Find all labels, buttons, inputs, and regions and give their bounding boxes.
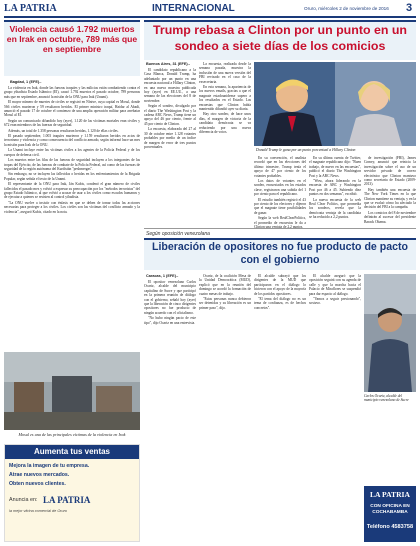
top-photo xyxy=(254,62,416,146)
second-dateline: Caracas, 1 (EFE).- xyxy=(146,274,179,278)
paragraph: El mayor número de muertes de civiles se registró en Nínive, cuya capital es Mosul, donde 566 civiles murieron y 59 resultaron heridos. El primer ministro iraquí, Haidar al Abadi, anunció el pasado 17 de octubre el comienzo de una amplia operación militar para arrebatar Mosul al EI. xyxy=(4,100,140,118)
left-article-body xyxy=(4,86,140,348)
paragraph: Los comicios del 8 de noviembre definirán al sucesor del presidente Barack Obama. xyxy=(364,210,416,224)
ad-logo: LA PATRIA xyxy=(43,495,91,505)
left-photo xyxy=(4,352,140,430)
second-col-2 xyxy=(199,274,251,542)
ad-line: Anuncia en: xyxy=(9,497,38,503)
header-rule xyxy=(4,16,416,18)
paragraph: La Unami incluye entre las víctimas civiles a los agentes de la Policía Federal y de los cuerpos de defensa civil. xyxy=(4,148,140,157)
paragraph: La nueva encuesta de la web Real Clear Politics, que promedia los sondeos, revela que la demócrata ventaja de la candidata se ha reducido a 2,2 puntos. xyxy=(309,197,361,220)
ad-logo: LA PATRIA xyxy=(369,490,410,499)
paragraph: Los muertos entre las filas de las fuerzas de seguridad incluyen a los integrantes de las tropas del Ejército, de las fuerzas de combate de la Policía Federal, así como de las fuerzas de seguridad de la región autónoma del Kurdistán "peshmergas". xyxy=(4,158,140,171)
second-kicker: Según oposición venezolana xyxy=(146,231,210,237)
ad-tagline: la mejor vitrina comercial de Oruro xyxy=(9,509,68,513)
top-col-1 xyxy=(144,68,196,224)
left-photo-caption: Mosul es una de las principales víctimas de la violencia en Irak xyxy=(18,432,126,437)
second-headline: Liberación de opositores no fue producto de pacto con el gobierno xyxy=(151,241,409,266)
paragraph: En esta semana, la apariencia de los nuevos emails, gracias a que el magnate estadounidense supero a los resultados en el Estado. Las encuestas que Clinton había mantenido difundió ayer su diaria. xyxy=(199,85,251,112)
left-ad xyxy=(4,444,140,542)
paragraph: "La ONU vuelve a insistir con énfasis en que se deben de tomar todas las acciones necesarias para proteger a los civiles. Los civiles son las víctimas del conflicto armado y la violencia", aseguró Kubis, citado en la nota. xyxy=(4,200,140,214)
top-photo-caption: Donald Trump le gana por un punto porcentual a Hillary Clinton xyxy=(256,148,356,152)
section-name: INTERNACIONAL xyxy=(152,3,235,14)
paragraph: El representante de la ONU para Irak, Ján Kubis, condenó el gran número de civiles fallecidos el pasado mes y volvió a expresar su preocupación por los "métodos terroristas" del grupo Estado Islámico, al que volvió a acusar de usar a los civiles como escudos humanos y de ejecutar a quienes se resisten al control yihadista. xyxy=(4,182,140,200)
paragraph: El alcalde subrayó que los dirigentes de la MUD que participaron en el diálogo lo hicieron con el apoyo de la mayoría de los partidos opositores. xyxy=(254,274,306,296)
top-col-4 xyxy=(309,156,361,224)
paragraph: En su convención, el analista recordó que en las elecciones del último trimestre, Trump tenía el apoyo de 47 por ciento de los votantes probables. xyxy=(254,156,306,178)
paragraph: Hay también una encuesta de The New York Times en la que Clinton mantiene su ventaja, y en la que se evaluó cómo ha afectado la decisión del FBI a la campaña. xyxy=(364,187,416,210)
page-number: 3 xyxy=(406,2,413,14)
paragraph: En su última cuenta de Twitter, el magnate republicano dijo: "Buen trabajo, de nuevo en las encuestas", publicó el diario The Washington Post y la ABC News. xyxy=(309,156,361,178)
paragraph: "Wow, ahora liderando en la encuesta de ABC y Washington Post por 46 a 45. Subiendo diez puntos en dos semanas", escribió. xyxy=(309,179,361,197)
paragraph: Hay otro sondeo, de hace unos días, el margen de victoria de la candidata demócrata se va reduciendo por una nueva diferencia de votos. xyxy=(199,112,251,135)
brand-logo: LA PATRIA xyxy=(4,3,57,14)
paragraph: El alcalde aseguró que la oposición seguirá con su agenda de calle y que la marcha hacia el Palacio de Miraflores se suspendió para dar espacio al diálogo. xyxy=(309,274,361,296)
top-col-3 xyxy=(254,156,306,224)
issue-date: Oruro, miércoles 2 de noviembre de 2016 xyxy=(304,6,389,11)
top-headline: Trump rebasa a Clinton por un punto en un sondeo a siete días de los comicios xyxy=(152,23,407,53)
top-dateline: Buenos Aires, 31 (EFE).- xyxy=(146,62,190,66)
second-col-3 xyxy=(254,274,306,542)
paragraph: Según el sondeo, divulgado por el diario The Washington Post y la cadena ABC News, Trump tiene un apoyo del 46 por ciento, frente al 45 por ciento de Clinton. xyxy=(144,104,196,126)
paragraph: El opositor venezolano Carlos Ocariz, alcalde del municipio capitalino de Sucre y que participó en la primera reunión de diálogo con el gobierno, señaló hoy (ayer) que la liberación de cinco dirigentes opositores no fue producto de ningún acuerdo con el oficialismo. xyxy=(144,280,196,315)
masthead xyxy=(4,3,416,15)
paragraph: Sin embargo, no se incluyen las fallecidas o heridas en los enfrentamientos de la Brigada Popular, según señala el texto de la Unami. xyxy=(4,172,140,181)
paragraph: Según la web RealClearPolitics, el promedio de encuestas le da a xyxy=(254,216,306,225)
paragraph: La encuesta, realizada desde la semana pasada, muestra la inclusión de una nueva versión del FBI revisado en el caso de la exsecretaria. xyxy=(199,62,251,84)
second-photo-caption: Carlos Ocariz, alcalde del municipio venezolano de Sucre xyxy=(364,394,409,403)
paragraph: de investigación (FBI), James Comey, anunció que reinicia la investigación sobre el uso de un servidor privado de correo electrónico que Clinton mantuvo como secretaria de Estado (2009-2013). xyxy=(364,156,416,187)
paragraph: "El tema del diálogo no es un tema de confianza, es de hechos concretos". xyxy=(254,297,306,310)
paragraph: El pasado septiembre, 1.003 iraquíes murieron y 1.159 resultaron heridos en actos de terrorismo y violencia y como consecuencia del conflicto armado, según informó hace un mes la misión para Irak de la ONU. xyxy=(4,134,140,147)
ad-line: Obten nuevos clientes. xyxy=(9,481,66,487)
ad-line: Atrae nuevos mercados. xyxy=(9,472,70,478)
top-col-2 xyxy=(199,62,251,224)
paragraph: Además, un total de 1.358 personas resultaron heridas, 1.120 de ellas civiles. xyxy=(8,128,119,133)
paragraph: La encuesta, elaborada del 27 al 30 de octubre entre 1.128 votantes probables por medio de un índice de margen de error de tres puntos porcentuales. xyxy=(144,127,196,149)
paragraph: El estudio también registró el 43 por ciento de los electores y dijeron que el magnate tiene posibilidades de ganar. xyxy=(254,197,306,215)
ad-line: Mejora la imagen de tu empresa. xyxy=(9,463,90,469)
paragraph: Los datos de votantes en el sondeo, encuestados en los estados clave, registraron una subida del 1 por ciento para el republicano. xyxy=(254,179,306,197)
paragraph: "Vamos a seguir presionando", sostuvo. xyxy=(309,297,361,306)
paragraph: Ocariz, de la coalición Mesa de la Unidad Democrática (MUD), explicó que en la reunión del domingo se acordó la formación de cuatro mesas de trabajo. xyxy=(199,274,251,296)
left-headline: Violencia causó 1.792 muertos en Irak en octubre, 789 más que en septiembre xyxy=(6,24,138,54)
ad-line: CON OFICINA EN COCHABAMBA xyxy=(370,504,410,515)
second-story-rule xyxy=(144,228,416,229)
ad-title: Aumenta tus ventas xyxy=(5,445,139,459)
ad-phone: Teléfono 4583758 xyxy=(366,524,414,530)
paragraph: "Estas personas nunca debieron ser detenidas y su liberación es un primer paso", dijo. xyxy=(199,297,251,310)
left-dateline: Bagdad, 1 (EFE).- xyxy=(10,80,42,84)
second-photo xyxy=(364,274,416,392)
paragraph: La violencia en Irak, donde las fuerzas iraquíes y las milicias están combatiendo contra el grupo yihadista Estado Islámico (EI), causó 1.792 muertos el pasado octubre, 789 personas más que en septiembre, anunció la misión de la ONU para Irak (Unami). xyxy=(4,86,140,99)
second-col-4 xyxy=(309,274,361,542)
second-col-1 xyxy=(144,280,196,542)
paragraph: "No hubo ningún pacto de este tipo", dijo Ocariz en una entrevista. xyxy=(144,316,196,325)
paragraph: Según un comunicado difundido hoy (ayer), 1.120 de las víctimas mortales eran civiles y 672 eran miembros de las fuerzas de seguridad. xyxy=(4,118,140,128)
top-col-5 xyxy=(364,156,416,224)
paragraph: El candidato republicano a la Casa Blanca, Donald Trump, ha adelantado por un punto en una encuesta nacional a Hillary Clinton, en una nueva muestra publicada hoy (ayer) en EE.UU., a una semana de las elecciones del 8 de noviembre. xyxy=(144,68,196,103)
